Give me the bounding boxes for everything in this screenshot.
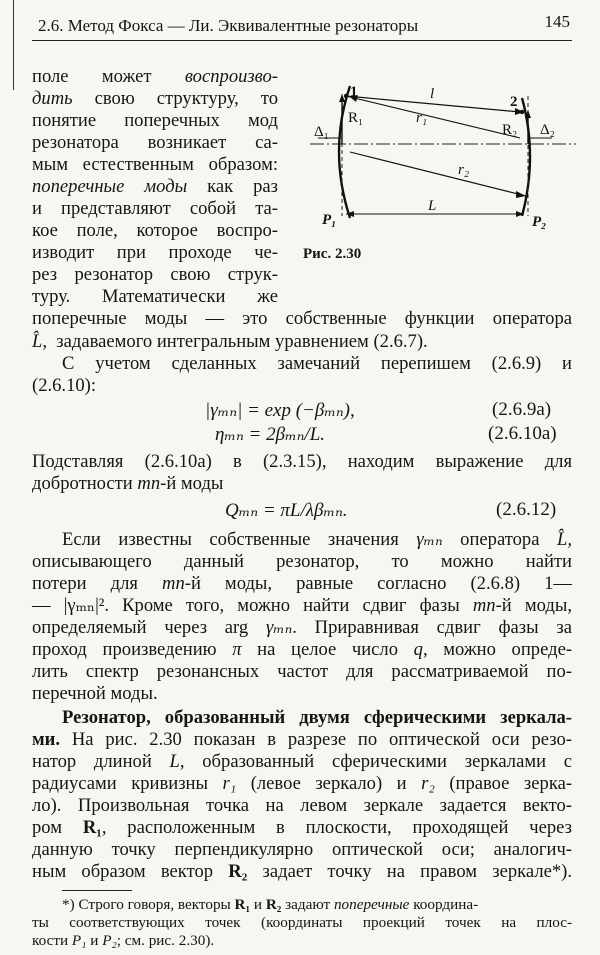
italic-symbol: mn [162,573,185,594]
text-line [32,88,278,110]
italic-symbol: L [169,751,180,772]
equation-2-6-10a: ηₘₙ = 2βₘₙ/L. [215,424,326,445]
word: же [257,286,278,307]
text-span: проход произведению [32,639,217,660]
text-line: Подставляя (2.6.10a) в (2.3.15), находим выражение для [32,451,572,472]
italic-symbol: r₁ [222,773,237,794]
text-line [32,639,572,661]
left-mirror [339,86,350,218]
text-span: , расположенным в плоскости, проходящей через [101,817,572,838]
text-line [32,617,572,639]
text-line [32,773,572,795]
resonator-figure [290,66,580,276]
header-section-title: 2.6. Метод Фокса — Ли. Эквивалентные резонаторы [38,16,419,35]
label-r1: r₁ [416,110,428,126]
text-span: ным образом вектор [32,861,214,882]
text-line [32,595,572,617]
text-span: определяемый через arg [32,617,249,638]
italic-symbol: P₁ [71,932,87,949]
text-line: и представляют собой та- [32,198,278,219]
word: и [253,896,263,913]
text-line [32,286,278,308]
label-l: l [430,86,435,102]
text-line [32,473,223,495]
italic-symbol: q [413,639,423,660]
italic-symbol: mn [137,473,161,494]
text-span: (правое зерка- [449,773,573,794]
operator-symbol: L̂, [32,331,47,352]
text-line [32,573,572,595]
radius-r2-arrowhead [516,191,526,198]
italic-symbol: γₘₙ [265,617,293,638]
word: ром [32,817,63,838]
label-R1: R₁ [348,110,364,126]
italic-term: поперечные моды [32,176,188,197]
label-P2: P₂ [532,214,547,230]
text-span: на целое число [257,639,399,660]
equation-number-2-6-10a: (2.6.10a) [488,423,557,444]
text-span: (левое зеркало) и [250,773,407,794]
label-r2: r₂ [458,162,470,178]
text-span: — |γₘₙ|². Кроме того, можно найти сдвиг фазы [32,595,460,616]
italic-word: воспроизво- [184,66,278,87]
italic-symbol: π [232,639,242,660]
text-span: задает точку на правом зеркале*). [262,861,572,882]
equation-number-2-6-9a: (2.6.9a) [492,399,552,420]
text-line: описывающего данный резонатор, то можно найти [32,551,572,572]
text-span: потери для [32,573,138,594]
bold-vector: R₁ [82,817,102,838]
text-span: На рис. 2.30 показан в разрезе по оптической оси резо- [71,729,572,750]
text-line: понятие поперечных мод [32,110,278,131]
label-L: L [428,198,437,214]
page-number: 145 [544,12,570,31]
point-2-dot [520,110,524,114]
text-line: перечной моды. [32,683,158,704]
point-1-dot [344,94,348,98]
word: Математически [101,286,226,307]
text-span: -й моды, равные согласно (2.6.8) 1— [184,573,572,594]
text-line [32,176,278,198]
text-line [32,817,572,839]
text-span: натор длиной [32,751,152,772]
footnote-line [32,932,214,950]
word: задают [285,896,331,913]
text-line [62,529,572,551]
label-delta1: Δ₁ [314,124,329,140]
word: и [90,932,99,949]
bold-word: ми. [32,729,61,750]
label-delta2: Δ₂ [540,122,555,138]
text-span: ; см. рис. 2.30). [116,932,215,949]
word: оператора [460,529,540,550]
text-line [32,331,428,353]
text-line [32,751,572,773]
text-line: изводит при проходе че- [32,242,278,263]
bold-vector: R₂ [228,861,248,882]
footnote-line: ты соответствующих точек (координаты проекций точек на плос- [32,914,572,931]
text-span: *) Строго говоря, векторы [62,896,231,913]
text-line: (2.6.10): [32,375,97,396]
text-line: ло). Произвольная точка на левом зеркале задается векто- [32,795,572,816]
text-span: Если известны собственные значения [62,529,399,550]
italic-symbol: r₂ [421,773,435,794]
operator-symbol: L̂, [557,529,572,550]
text-line: кое поле, которое воспро- [32,220,278,241]
text-span: как раз [207,176,278,197]
word: туру. [32,286,71,307]
equation-2-6-12: Qₘₙ = πL/λβₘₙ. [225,500,348,521]
text-line: поперечные моды — это собственные функции оператора [32,308,572,329]
text-span: радиусами кривизны [32,773,208,794]
text-line: С учетом сделанных замечаний перепишем (2.6.9) и [62,353,572,374]
label-point-1: 1 [350,84,358,100]
footnote-rule [62,890,132,891]
text-span: . Приравнивая сдвиг фазы за [292,617,572,638]
text-line: резонатора возникает са- [32,132,278,153]
italic-symbol: γₘₙ [416,529,443,550]
text-line [32,66,278,88]
text-span: -й моды, [495,595,572,616]
word: кости [32,932,69,949]
word: может [101,66,152,87]
text-span: , образованный сферическими зеркалами с [179,751,573,772]
italic-word: дить [32,88,73,109]
page-edge-line [13,0,14,90]
text-span: -й моды [160,473,224,494]
equation-2-6-9a: |γₘₙ| = exp (−βₘₙ), [205,400,355,421]
label-R2: R₂ [502,122,518,138]
radius-r1-line [346,96,520,138]
text-line: лить спектр резонансных частот для рассматриваемой по- [32,661,572,682]
text-line: мым естественным образом: [32,154,278,175]
running-header [32,12,572,41]
word: координа- [413,896,479,913]
italic-symbol: mn [472,595,496,616]
text-line [32,861,572,883]
text-line: рез резонатор свою струк- [32,264,278,285]
text-line [32,729,572,751]
text-line: данную точку перпендикулярно оптической оси; аналогич- [32,839,572,860]
bold-vector: R₂ [265,896,282,913]
text-span: задаваемого интегральным уравнением (2.6.7). [56,331,428,352]
italic-word: поперечные [333,896,410,913]
text-span: , можно опреде- [422,639,573,660]
radius-r2-line [350,152,526,196]
text-span: свою структуру, то [94,88,278,109]
label-P1: P₁ [322,212,337,228]
italic-symbol: P₂ [102,932,117,949]
word: добротности [32,473,133,494]
label-point-2: 2 [510,94,518,110]
footnote-line [62,896,572,914]
word: поле [32,66,69,87]
paragraph-heading: Резонатор, образованный двумя сферическими зеркала- [62,707,572,728]
figure-caption: Рис. 2.30 [303,246,362,262]
bold-vector: R₁ [234,896,251,913]
equation-number-2-6-12: (2.6.12) [496,499,557,520]
